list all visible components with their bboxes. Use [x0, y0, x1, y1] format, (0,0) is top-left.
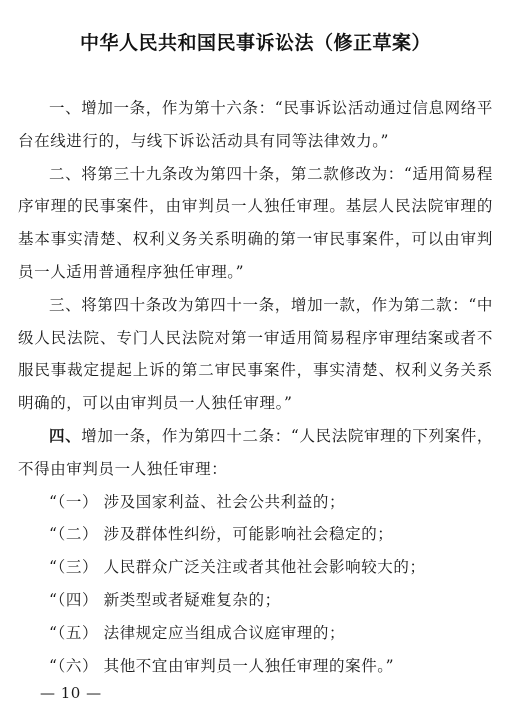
paragraph-2-text: 将第三十九条改为第四十条，第二款修改为：“适用简易程序审理的民事案件，由审判员一人独任审理。基层人民法院审理的基本事实清楚、权利义务关系明确的第一审民事案件，可以由审判员一人适用普通程序独任审理。” — [18, 164, 494, 281]
list-item-5: “（五） 法律规定应当组成合议庭审理的； — [49, 623, 346, 642]
paragraph-3-lead: 三、 — [49, 295, 82, 314]
page-number: — 10 — — [40, 684, 102, 702]
paragraph-4 — [18, 420, 493, 486]
document-title: 中华人民共和国民事诉讼法（修正草案） — [79, 32, 431, 54]
paragraph-4-text: 增加一条，作为第四十二条：“人民法院审理的下列案件，不得由审判员一人独任审理： — [18, 426, 494, 478]
paragraph-3 — [18, 289, 493, 420]
list-item-1: “（一） 涉及国家利益、社会公共利益的； — [49, 492, 346, 511]
paragraph-4-lead: 四、 — [49, 426, 82, 445]
list-item-2: “（二） 涉及群体性纠纷，可能影响社会稳定的； — [49, 525, 394, 544]
paragraph-1-lead: 一、 — [49, 99, 82, 117]
paragraph-1-text: 增加一条，作为第十六条：“民事诉讼活动通过信息网络平台在线进行的，与线下诉讼活动具有同等法律效力。” — [18, 99, 494, 150]
paragraph-2 — [18, 158, 493, 289]
paragraph-2-lead: 二、 — [49, 164, 82, 183]
paragraph-3-text: 将第四十条改为第四十一条，增加一款，作为第二款：“中级人民法院、专门人民法院对第一审适用简易程序审理结案或者不服民事裁定提起上诉的第二审民事案件，事实清楚、权利义务关系明确的，可以由审判员一人独任审理。” — [18, 295, 494, 413]
list-item-3: “（三） 人民群众广泛关注或者其他社会影响较大的； — [49, 558, 426, 577]
paragraph-1 — [18, 92, 493, 158]
list-item-6: “（六） 其他不宜由审判员一人独任审理的案件。” — [49, 656, 395, 675]
list-item-4: “（四） 新类型或者疑难复杂的； — [49, 590, 281, 609]
document-body — [18, 92, 493, 682]
